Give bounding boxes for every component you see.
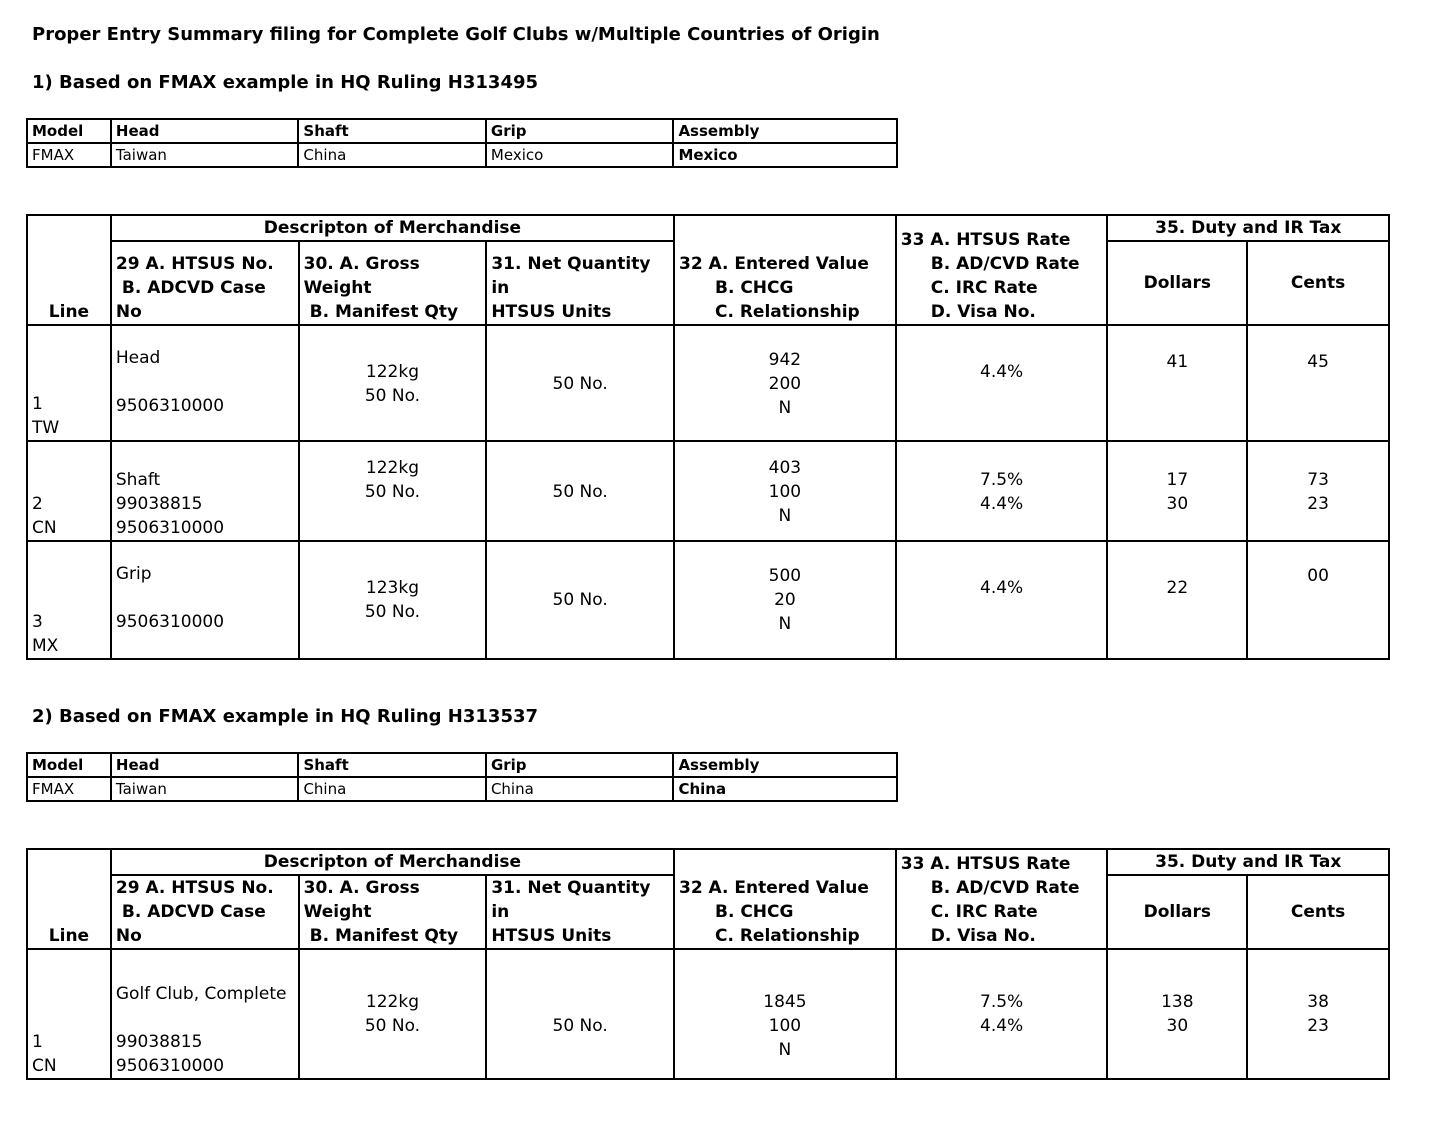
shaft-header: Shaft [298, 753, 486, 777]
htsus-cell: Head 9506310000 [111, 325, 299, 441]
head-header: Head [111, 753, 299, 777]
table-row [27, 949, 1389, 1079]
dollars-header: Dollars [1107, 241, 1247, 325]
htsus-cell: Grip 9506310000 [111, 541, 299, 659]
entered-value-header: 32 A. Entered Value B. CHCG C. Relationship [674, 215, 896, 325]
assembly-header: Assembly [673, 753, 897, 777]
htsus-rate-header: 33 A. HTSUS Rate B. AD/CVD Rate C. IRC Rate D. Visa No. [896, 849, 1108, 949]
entered-value-cell: 500 20 N [674, 541, 896, 659]
dollars-cell: 17 30 [1107, 441, 1247, 541]
line-cell: 3 MX [27, 541, 111, 659]
head-header: Head [111, 119, 299, 143]
line-header: Line [27, 215, 111, 325]
net-quantity-header: 31. Net Quantity in HTSUS Units [486, 875, 674, 949]
desc-header: Descripton of Merchandise [111, 215, 674, 241]
htsus-cell: Shaft 99038815 9506310000 [111, 441, 299, 541]
section-1-heading: 1) Based on FMAX example in HQ Ruling H313495 [32, 72, 539, 93]
grip-origin: Mexico [486, 143, 674, 167]
net-quantity-header: 31. Net Quantity in HTSUS Units [486, 241, 674, 325]
page-title: Proper Entry Summary filing for Complete Golf Clubs w/Multiple Countries of Origin [32, 24, 880, 45]
htsus-no-header: 29 A. HTSUS No. B. ADCVD Case No [111, 241, 299, 325]
dollars-cell: 41 [1107, 325, 1247, 441]
entered-value-cell: 1845 100 N [674, 949, 896, 1079]
duty-header: 35. Duty and IR Tax [1107, 215, 1389, 241]
gross-weight-header: 30. A. Gross Weight B. Manifest Qty [299, 241, 487, 325]
model-value: FMAX [27, 777, 111, 801]
desc-header: Descripton of Merchandise [111, 849, 674, 875]
cents-cell: 00 [1247, 541, 1389, 659]
section-2-heading: 2) Based on FMAX example in HQ Ruling H313537 [32, 706, 539, 727]
cents-header: Cents [1247, 241, 1389, 325]
entry-table-1 [26, 214, 1390, 660]
grip-header: Grip [486, 753, 674, 777]
rate-cell: 7.5% 4.4% [896, 949, 1108, 1079]
entered-value-cell: 403 100 N [674, 441, 896, 541]
assembly-origin: Mexico [673, 143, 897, 167]
net-quantity-cell: 50 No. [486, 325, 674, 441]
entry-table-2 [26, 848, 1390, 1080]
line-cell: 1 CN [27, 949, 111, 1079]
net-quantity-cell: 50 No. [486, 441, 674, 541]
cents-cell: 38 23 [1247, 949, 1389, 1079]
net-quantity-cell: 50 No. [486, 541, 674, 659]
table-row [27, 441, 1389, 541]
gross-weight-cell: 122kg 50 No. [299, 325, 487, 441]
htsus-no-header: 29 A. HTSUS No. B. ADCVD Case No [111, 875, 299, 949]
shaft-origin: China [298, 143, 486, 167]
dollars-header: Dollars [1107, 875, 1247, 949]
assembly-header: Assembly [673, 119, 897, 143]
line-header: Line [27, 849, 111, 949]
model-value: FMAX [27, 143, 111, 167]
grip-header: Grip [486, 119, 674, 143]
dollars-cell: 22 [1107, 541, 1247, 659]
net-quantity-cell: 50 No. [486, 949, 674, 1079]
head-origin: Taiwan [111, 777, 299, 801]
rate-cell: 4.4% [896, 325, 1108, 441]
rate-cell: 4.4% [896, 541, 1108, 659]
shaft-header: Shaft [298, 119, 486, 143]
assembly-origin: China [673, 777, 897, 801]
gross-weight-cell: 123kg 50 No. [299, 541, 487, 659]
entered-value-cell: 942 200 N [674, 325, 896, 441]
table-row [27, 541, 1389, 659]
table-row [27, 325, 1389, 441]
rate-cell: 7.5% 4.4% [896, 441, 1108, 541]
gross-weight-cell: 122kg 50 No. [299, 441, 487, 541]
gross-weight-header: 30. A. Gross Weight B. Manifest Qty [299, 875, 487, 949]
dollars-cell: 138 30 [1107, 949, 1247, 1079]
model-header: Model [27, 119, 111, 143]
cents-cell: 45 [1247, 325, 1389, 441]
line-cell: 2 CN [27, 441, 111, 541]
cents-header: Cents [1247, 875, 1389, 949]
grip-origin: China [486, 777, 674, 801]
model-table-2 [26, 752, 898, 802]
duty-header: 35. Duty and IR Tax [1107, 849, 1389, 875]
htsus-rate-header: 33 A. HTSUS Rate B. AD/CVD Rate C. IRC Rate D. Visa No. [896, 215, 1108, 325]
model-table-1 [26, 118, 898, 168]
entered-value-header: 32 A. Entered Value B. CHCG C. Relationship [674, 849, 896, 949]
cents-cell: 73 23 [1247, 441, 1389, 541]
shaft-origin: China [298, 777, 486, 801]
head-origin: Taiwan [111, 143, 299, 167]
htsus-cell: Golf Club, Complete 99038815 9506310000 [111, 949, 299, 1079]
line-cell: 1 TW [27, 325, 111, 441]
model-header: Model [27, 753, 111, 777]
gross-weight-cell: 122kg 50 No. [299, 949, 487, 1079]
